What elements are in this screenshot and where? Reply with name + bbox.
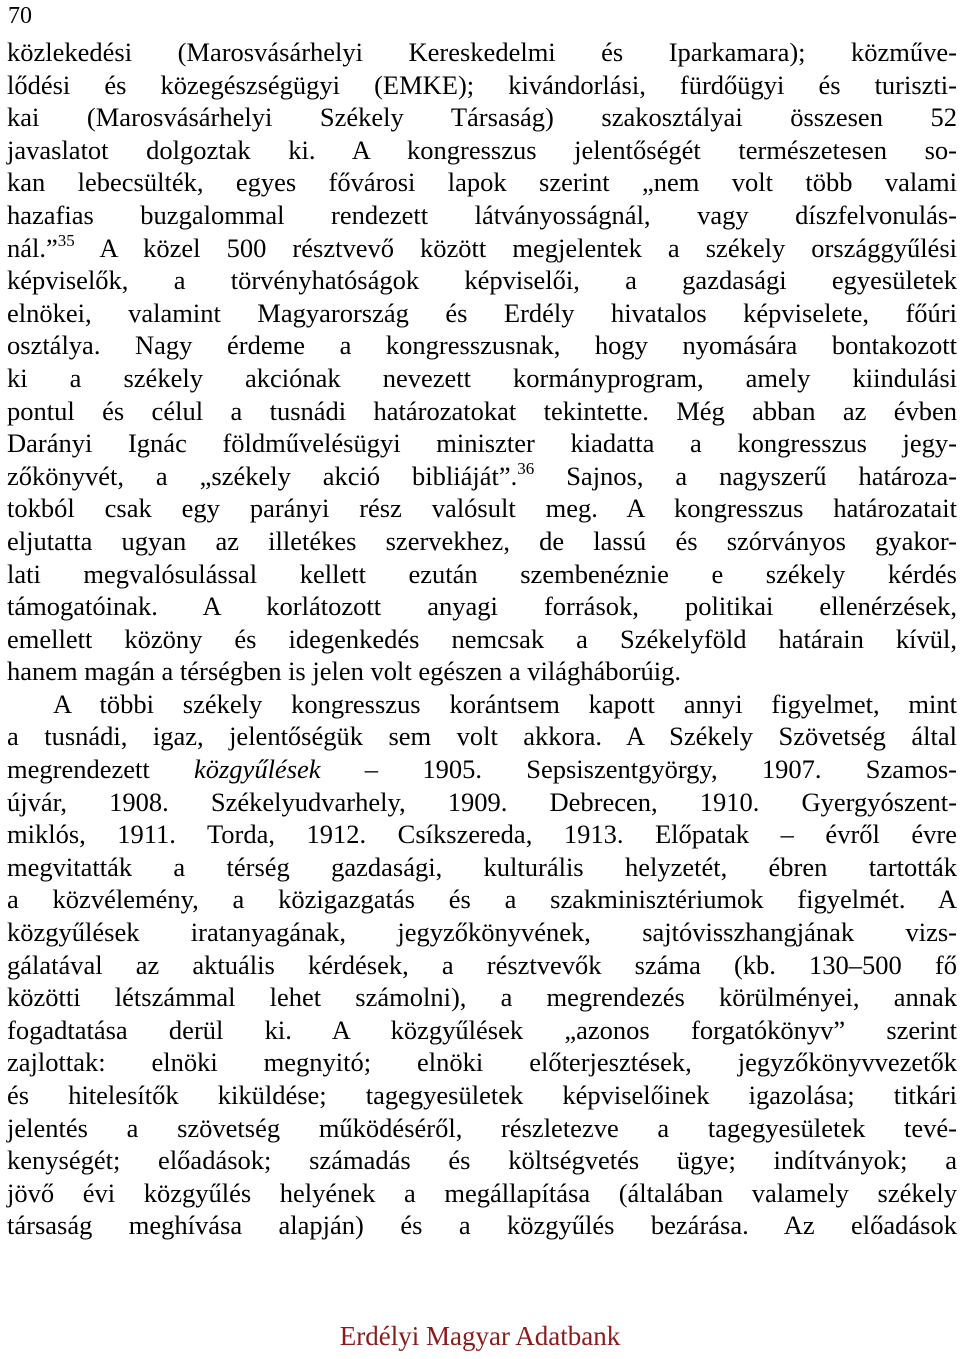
text-line (7, 460, 957, 493)
text-line: a közvélemény, a közigazgatás és a szakminisztériumok figyelmét. A (7, 884, 957, 915)
text-line: lődési és közegészségügyi (EMKE); kivándorlási, fürdőügyi és turiszti- (7, 69, 957, 100)
text-line: hanem magán a térségben is jelen volt egészen a világháborúig. (7, 656, 682, 687)
text-line: pontul és célul a tusnádi határozatokat tekintette. Még abban az évben (7, 395, 957, 426)
footnote-ref-35: 35 (57, 230, 75, 250)
body-text (7, 36, 957, 1242)
text-line: hazafias buzgalommal rendezett látványosságnál, vagy díszfelvonulás- (7, 199, 957, 230)
text-line: közlekedési (Marosvásárhelyi Kereskedelmi és Iparkamara); közműve- (7, 37, 957, 67)
text-line: zajlottak: elnöki megnyitó; elnöki előterjesztések, jegyzőkönyvvezetők (7, 1047, 957, 1078)
text-line: miklós, 1911. Torda, 1912. Csíkszereda, 1913. Előpatak – évről évre (7, 819, 957, 850)
emphasis: közgyűlések (193, 754, 321, 785)
text-line (7, 232, 957, 265)
text-line: képviselők, a törvényhatóságok képviselői, a gazdasági egyesületek (7, 265, 957, 296)
text-line: gálatával az aktuális kérdések, a résztvevők száma (kb. 130–500 fő (7, 949, 957, 980)
text-line: közötti létszámmal lehet számolni), a megrendezés körülményei, annak (7, 982, 957, 1013)
text-line: emellett közöny és idegenkedés nemcsak a Székelyföld határain kívül, (7, 623, 957, 654)
text-line: újvár, 1908. Székelyudvarhely, 1909. Debrecen, 1910. Gyergyószent- (7, 786, 957, 817)
text-segment: Sajnos, a nagyszerű határoza- (534, 460, 957, 491)
text-line: kenységét; előadások; számadás és költségvetés ügye; indítványok; a (7, 1145, 957, 1176)
text-line: jelentés a szövetség működéséről, részletezve a tagegyesületek tevé- (7, 1112, 957, 1143)
text-segment: nál.” (7, 232, 58, 263)
page-number: 70 (8, 3, 32, 29)
text-segment: zőkönyvét, a „székely akció bibliáját”. (7, 460, 518, 491)
text-line: kan lebecsülték, egyes fővárosi lapok szerint „nem volt több valami (7, 167, 957, 198)
text-line: támogatóinak. A korlátozott anyagi források, politikai ellenérzések, (7, 591, 957, 622)
text-segment: – 1905. Sepsiszentgyörgy, 1907. Szamos- (320, 754, 957, 785)
footnote-ref-36: 36 (517, 458, 535, 478)
text-line: közgyűlések iratanyagának, jegyzőkönyvének, sajtóvisszhangjának vizs- (7, 917, 957, 948)
text-line: kai (Marosvásárhelyi Székely Társaság) szakosztályai összesen 52 (7, 102, 957, 133)
text-line: a tusnádi, igaz, jelentőségük sem volt akkora. A Székely Szövetség által (7, 721, 957, 752)
text-segment: megrendezett (7, 754, 194, 785)
text-line: és hitelesítők kiküldése; tagegyesületek képviselőinek igazolása; titkári (7, 1080, 957, 1110)
text-line: javaslatot dolgoztak ki. A kongresszus jelentőségét természetesen so- (7, 134, 957, 165)
text-segment: A közel 500 résztvevő között megjelentek a székely országgyűlési (74, 232, 957, 263)
text-line: megvitatták a térség gazdasági, kulturális helyzetét, ébren tartották (7, 851, 957, 882)
text-line: lati megvalósulással kellett ezután szembenéznie e székely kérdés (7, 558, 957, 589)
text-line: tokból csak egy parányi rész valósult meg. A kongresszus határozatait (7, 493, 957, 524)
text-line: ki a székely akciónak nevezett kormányprogram, amely kiindulási (7, 362, 957, 393)
footer-watermark: Erdélyi Magyar Adatbank (339, 1321, 621, 1351)
text-line: Darányi Ignác földművelésügyi miniszter kiadatta a kongresszus jegy- (7, 428, 957, 459)
text-line: osztálya. Nagy érdeme a kongresszusnak, hogy nyomására bontakozott (7, 330, 957, 361)
text-line: társaság meghívása alapján) és a közgyűlés bezárása. Az előadások (7, 1210, 957, 1241)
text-line: elnökei, valamint Magyarország és Erdély hivatalos képviselete, főúri (7, 297, 957, 328)
paragraph-start: A többi székely kongresszus korántsem kapott annyi figyelmet, mint (53, 688, 957, 719)
text-line: fogadtatása derül ki. A közgyűlések „azonos forgatókönyv” szerint (7, 1014, 957, 1045)
text-line: jövő évi közgyűlés helyének a megállapítása (általában valamely székely (7, 1177, 957, 1208)
text-line (7, 753, 957, 786)
text-line: eljutatta ugyan az illetékes szervekhez, de lassú és szórványos gyakor- (7, 525, 957, 556)
